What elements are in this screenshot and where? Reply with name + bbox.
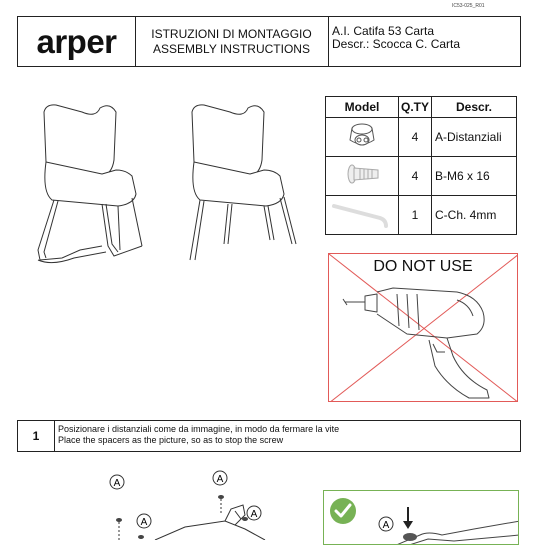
description-cell: B-M6 x 16 — [432, 157, 517, 196]
table-row — [326, 118, 517, 157]
title-english: ASSEMBLY INSTRUCTIONS — [153, 41, 310, 56]
arrow-down-icon — [403, 521, 413, 529]
logo-cell — [18, 17, 136, 66]
model-cell — [326, 118, 399, 157]
step-text-english: Place the spacers as the picture, so as to stop the screw — [58, 435, 284, 445]
column-header-description: Descr. — [432, 97, 517, 118]
title-italian: ISTRUZIONI DI MONTAGGIO — [151, 26, 312, 41]
document-code: IC53-025_R01 — [452, 3, 485, 9]
callout-a: A — [250, 509, 258, 520]
quantity-cell: 4 — [399, 118, 432, 157]
chair-four-leg-illustration — [170, 100, 310, 270]
description-cell: A-Distanziali — [432, 118, 517, 157]
document-title — [135, 17, 329, 66]
warning-title: DO NOT USE — [373, 258, 473, 275]
quantity-cell: 1 — [399, 196, 432, 235]
spacer-icon — [326, 118, 398, 153]
model-cell — [326, 157, 399, 196]
correct-example-panel — [323, 490, 519, 545]
hex-key-icon — [326, 196, 398, 231]
brand-logo: arper — [36, 23, 117, 60]
do-not-use-warning — [328, 253, 518, 402]
article-name: A.I. Catifa 53 Carta — [332, 24, 435, 38]
column-header-quantity: Q.TY — [399, 97, 432, 118]
article-description: Descr.: Scocca C. Carta — [332, 37, 461, 51]
correct-example-illustration — [324, 491, 519, 545]
power-drill-icon — [337, 282, 507, 400]
parts-table-header-row — [326, 97, 517, 118]
step-text-italian: Posizionare i distanziali come da immagine, in modo da fermare la vite — [58, 424, 340, 434]
callout-a: A — [216, 474, 224, 485]
quantity-cell: 4 — [399, 157, 432, 196]
description-cell: C-Ch. 4mm — [432, 196, 517, 235]
callout-a: A — [113, 478, 121, 489]
model-cell — [326, 196, 399, 235]
article-info — [332, 25, 460, 51]
step-text — [58, 424, 339, 446]
spacer-assembly-illustration — [95, 465, 275, 540]
callout-a: A — [382, 520, 390, 531]
column-header-model: Model — [326, 97, 399, 118]
title-block — [17, 16, 521, 67]
parts-table — [325, 96, 517, 235]
table-row — [326, 196, 517, 235]
callout-a: A — [140, 517, 148, 528]
chair-sled-base-illustration — [22, 100, 157, 270]
checkmark-icon — [330, 498, 356, 524]
step-1-instruction — [17, 420, 521, 452]
step-number: 1 — [18, 421, 55, 451]
screw-icon — [326, 157, 398, 192]
table-row — [326, 157, 517, 196]
